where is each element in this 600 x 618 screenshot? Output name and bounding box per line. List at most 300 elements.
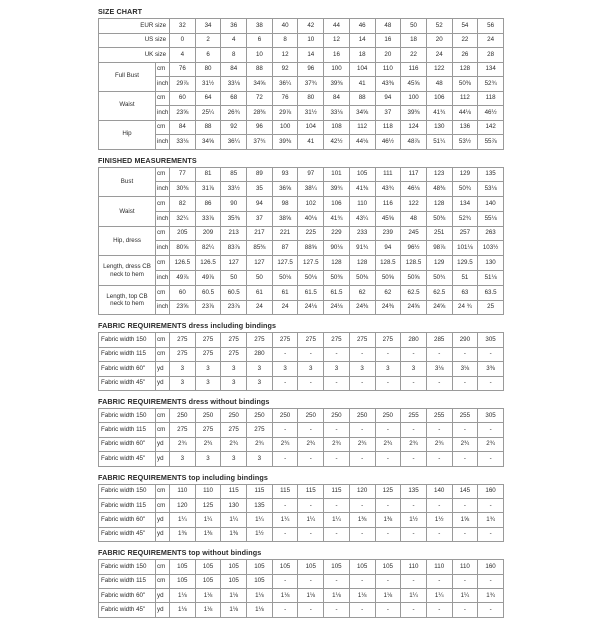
- fabric-amount-cell: 105: [221, 574, 247, 588]
- finished-row: [99, 226, 504, 241]
- finished-cell: 89: [247, 167, 273, 182]
- fabric-amount-cell: 2¾: [221, 437, 247, 451]
- fabric-amount-cell: -: [401, 452, 427, 466]
- finished-cell: 61: [247, 285, 273, 300]
- measurement-cell: 41: [349, 77, 375, 92]
- size-value-cell: 4: [170, 48, 196, 63]
- fabric-amount-cell: 135: [401, 484, 427, 498]
- finished-cell: 24⅜: [349, 300, 375, 315]
- finished-cell: 128: [426, 197, 452, 212]
- fabric-amount-cell: 1¼: [170, 513, 196, 527]
- finished-cell: 60.5: [221, 285, 247, 300]
- finished-cell: 24⅜: [375, 300, 401, 315]
- fabric-amount-cell: 1½: [401, 513, 427, 527]
- measurement-cell: 110: [375, 62, 401, 77]
- fabric-amount-cell: -: [478, 347, 504, 361]
- finished-cell: 88⅝: [298, 241, 324, 256]
- fabric-amount-cell: 3: [221, 376, 247, 390]
- fabric-amount-cell: -: [298, 574, 324, 588]
- fabric-amount-cell: 255: [401, 409, 427, 423]
- finished-cell: 135: [478, 167, 504, 182]
- finished-cell: 86: [195, 197, 221, 212]
- fabric-amount-cell: 250: [375, 409, 401, 423]
- fabric-amount-cell: 275: [298, 333, 324, 347]
- fabric-amount-cell: 2¾: [324, 437, 350, 451]
- fabric-amount-cell: 2¾: [349, 437, 375, 451]
- fabric-amount-cell: 2¾: [452, 437, 478, 451]
- fabric-title-variant: dress including bindings: [186, 321, 277, 331]
- fabric-amount-cell: 1¼: [426, 588, 452, 602]
- finished-cell: 205: [170, 226, 196, 241]
- fabric-amount-cell: -: [298, 347, 324, 361]
- measurement-cell: 130: [426, 120, 452, 135]
- fabric-requirements-title: [98, 396, 503, 408]
- unit-label: yd: [156, 527, 170, 541]
- finished-cell: 103½: [478, 241, 504, 256]
- fabric-amount-cell: 2¾: [401, 437, 427, 451]
- unit-label: inch: [156, 300, 170, 315]
- measurement-row: [99, 106, 504, 121]
- finished-measurements-title: FINISHED MEASUREMENTS: [98, 155, 197, 165]
- fabric-width-label: Fabric width 60": [99, 437, 156, 451]
- finished-cell: 101⅛: [452, 241, 478, 256]
- measurement-cell: 37¾: [247, 135, 273, 150]
- finished-cell: 229: [324, 226, 350, 241]
- finished-cell: 130: [478, 256, 504, 271]
- measurement-cell: 96: [247, 120, 273, 135]
- measurement-cell: 37¾: [298, 77, 324, 92]
- finished-cell: 83⅞: [221, 241, 247, 256]
- finished-cell: 251: [426, 226, 452, 241]
- measurement-row: [99, 91, 504, 106]
- fabric-amount-cell: 250: [298, 409, 324, 423]
- finished-cell: 50¾: [426, 271, 452, 286]
- fabric-amount-cell: -: [401, 574, 427, 588]
- finished-cell: 41¾: [324, 211, 350, 226]
- finished-cell: 101: [324, 167, 350, 182]
- fabric-amount-cell: 110: [170, 484, 196, 498]
- finished-cell: 129.5: [452, 256, 478, 271]
- measurement-cell: 118: [478, 91, 504, 106]
- fabric-amount-cell: 275: [247, 423, 273, 437]
- size-value-cell: 32: [170, 19, 196, 34]
- fabric-amount-cell: 2¾: [375, 437, 401, 451]
- fabric-amount-cell: 275: [170, 423, 196, 437]
- finished-cell: 129: [426, 256, 452, 271]
- finished-cell: 50⅜: [349, 271, 375, 286]
- size-value-cell: 54: [452, 19, 478, 34]
- fabric-amount-cell: 1⅛: [170, 603, 196, 617]
- finished-cell: 110: [349, 197, 375, 212]
- fabric-amount-cell: 160: [478, 560, 504, 574]
- fabric-amount-cell: 2¾: [195, 437, 221, 451]
- fabric-amount-cell: 125: [375, 484, 401, 498]
- fabric-amount-cell: 1⅜: [221, 527, 247, 541]
- unit-label: cm: [156, 62, 170, 77]
- fabric-amount-cell: -: [375, 498, 401, 512]
- fabric-amount-cell: 3: [195, 452, 221, 466]
- fabric-amount-cell: 1¼: [401, 588, 427, 602]
- measurement-cell: 41¾: [426, 106, 452, 121]
- measurement-cell: 100: [272, 120, 298, 135]
- finished-cell: 30⅜: [170, 182, 196, 197]
- unit-label: cm: [156, 560, 170, 574]
- fabric-amount-cell: -: [375, 527, 401, 541]
- finished-measure-label: Length, dress CB neck to hem: [99, 256, 156, 286]
- fabric-amount-cell: -: [375, 452, 401, 466]
- fabric-amount-cell: -: [478, 423, 504, 437]
- measurement-cell: 33⅛: [221, 77, 247, 92]
- measurement-cell: 39⅜: [401, 106, 427, 121]
- fabric-amount-cell: -: [375, 423, 401, 437]
- fabric-amount-cell: 275: [221, 423, 247, 437]
- fabric-amount-cell: -: [375, 603, 401, 617]
- fabric-amount-cell: -: [452, 527, 478, 541]
- fabric-amount-cell: 105: [324, 560, 350, 574]
- size-value-cell: 52: [426, 19, 452, 34]
- measurement-cell: 96: [298, 62, 324, 77]
- fabric-amount-cell: -: [452, 423, 478, 437]
- fabric-amount-cell: 125: [195, 498, 221, 512]
- size-value-cell: 14: [298, 48, 324, 63]
- fabric-amount-cell: 1⅛: [221, 603, 247, 617]
- fabric-amount-cell: -: [478, 376, 504, 390]
- fabric-title-variant: top without bindings: [186, 548, 262, 558]
- fabric-row: [99, 409, 504, 423]
- fabric-amount-cell: -: [349, 452, 375, 466]
- fabric-amount-cell: 275: [195, 423, 221, 437]
- size-chart-page: [98, 6, 503, 618]
- fabric-amount-cell: 105: [170, 560, 196, 574]
- fabric-amount-cell: -: [426, 347, 452, 361]
- finished-cell: 62.5: [426, 285, 452, 300]
- finished-cell: 129: [452, 167, 478, 182]
- unit-label: cm: [156, 120, 170, 135]
- measurement-cell: 31½: [298, 106, 324, 121]
- size-value-cell: 38: [247, 19, 273, 34]
- finished-cell: 98⅞: [426, 241, 452, 256]
- fabric-amount-cell: 3: [221, 452, 247, 466]
- fabric-amount-cell: -: [324, 423, 350, 437]
- fabric-amount-cell: 250: [221, 409, 247, 423]
- finished-cell: 61: [272, 285, 298, 300]
- fabric-requirements-table: [98, 332, 504, 391]
- unit-label: cm: [156, 498, 170, 512]
- fabric-amount-cell: 3: [195, 376, 221, 390]
- measurement-cell: 44⅛: [349, 135, 375, 150]
- fabric-amount-cell: 3: [195, 362, 221, 376]
- size-value-cell: 36: [221, 19, 247, 34]
- finished-cell: 98: [272, 197, 298, 212]
- fabric-amount-cell: 1⅜: [170, 527, 196, 541]
- fabric-amount-cell: 145: [452, 484, 478, 498]
- measurement-row: [99, 62, 504, 77]
- measurement-cell: 36¼: [272, 77, 298, 92]
- finished-cell: 50¾: [452, 182, 478, 197]
- unit-label: inch: [156, 241, 170, 256]
- fabric-amount-cell: 250: [324, 409, 350, 423]
- measurement-cell: 64: [195, 91, 221, 106]
- fabric-amount-cell: 105: [349, 560, 375, 574]
- size-system-label: EUR size: [99, 19, 170, 34]
- finished-cell: 91¾: [349, 241, 375, 256]
- fabric-amount-cell: 110: [452, 560, 478, 574]
- fabric-requirements-table: [98, 484, 504, 543]
- fabric-amount-cell: -: [401, 423, 427, 437]
- fabric-width-label: Fabric width 115: [99, 347, 156, 361]
- fabric-amount-cell: 3: [170, 376, 196, 390]
- fabric-amount-cell: 1⅛: [272, 588, 298, 602]
- unit-label: yd: [156, 452, 170, 466]
- measurement-row: [99, 135, 504, 150]
- measurement-cell: 118: [375, 120, 401, 135]
- fabric-title-bold: FABRIC REQUIREMENTS: [98, 548, 187, 558]
- fabric-amount-cell: -: [298, 376, 324, 390]
- unit-label: inch: [156, 77, 170, 92]
- finished-cell: 123: [426, 167, 452, 182]
- unit-label: cm: [156, 409, 170, 423]
- fabric-amount-cell: -: [401, 376, 427, 390]
- measurement-cell: 76: [272, 91, 298, 106]
- finished-cell: 24: [272, 300, 298, 315]
- measurement-cell: 52¾: [478, 77, 504, 92]
- finished-cell: 38⅝: [272, 211, 298, 226]
- fabric-amount-cell: 255: [452, 409, 478, 423]
- finished-cell: 35⅜: [221, 211, 247, 226]
- fabric-amount-cell: -: [298, 498, 324, 512]
- finished-cell: 106: [324, 197, 350, 212]
- fabric-amount-cell: -: [426, 574, 452, 588]
- fabric-width-label: Fabric width 115: [99, 574, 156, 588]
- fabric-amount-cell: 115: [247, 484, 273, 498]
- finished-cell: 61.5: [298, 285, 324, 300]
- measurement-cell: 29⅞: [170, 77, 196, 92]
- finished-cell: 128.5: [375, 256, 401, 271]
- size-value-cell: 8: [221, 48, 247, 63]
- unit-label: cm: [156, 167, 170, 182]
- finished-cell: 225: [298, 226, 324, 241]
- measurement-cell: 34⅝: [247, 77, 273, 92]
- finished-cell: 48: [401, 211, 427, 226]
- size-value-cell: 18: [401, 33, 427, 48]
- fabric-width-label: Fabric width 150: [99, 409, 156, 423]
- finished-cell: 50: [221, 271, 247, 286]
- fabric-amount-cell: 1¼: [221, 513, 247, 527]
- fabric-amount-cell: -: [349, 347, 375, 361]
- measurement-cell: 76: [170, 62, 196, 77]
- size-value-cell: 42: [298, 19, 324, 34]
- fabric-amount-cell: 3: [170, 362, 196, 376]
- unit-label: cm: [156, 285, 170, 300]
- measurement-cell: 92: [221, 120, 247, 135]
- fabric-title-bold: FABRIC REQUIREMENTS: [98, 472, 187, 482]
- fabric-requirements-title: [98, 320, 503, 332]
- fabric-amount-cell: 3: [247, 362, 273, 376]
- measurement-cell: 33⅛: [324, 106, 350, 121]
- measurement-cell: 48⅞: [401, 135, 427, 150]
- finished-cell: 140: [478, 197, 504, 212]
- fabric-amount-cell: 105: [170, 574, 196, 588]
- measurement-cell: 33⅛: [170, 135, 196, 150]
- fabric-amount-cell: -: [426, 376, 452, 390]
- finished-cell: 126.5: [195, 256, 221, 271]
- fabric-amount-cell: -: [349, 376, 375, 390]
- fabric-amount-cell: 305: [478, 409, 504, 423]
- finished-cell: 25: [478, 300, 504, 315]
- fabric-amount-cell: 1¾: [478, 588, 504, 602]
- measurement-cell: 41: [298, 135, 324, 150]
- fabric-amount-cell: -: [272, 423, 298, 437]
- finished-row: [99, 285, 504, 300]
- fabric-amount-cell: 3: [247, 452, 273, 466]
- finished-cell: 117: [401, 167, 427, 182]
- fabric-row: [99, 574, 504, 588]
- fabric-amount-cell: 3: [349, 362, 375, 376]
- finished-cell: 90⅛: [324, 241, 350, 256]
- fabric-amount-cell: 2¾: [478, 437, 504, 451]
- measurement-cell: 104: [349, 62, 375, 77]
- fabric-title-bold: FABRIC REQUIREMENTS: [98, 397, 187, 407]
- unit-label: cm: [156, 333, 170, 347]
- finished-cell: 24⅛: [298, 300, 324, 315]
- fabric-amount-cell: 3: [375, 362, 401, 376]
- measurement-cell: 28⅜: [247, 106, 273, 121]
- fabric-amount-cell: 275: [324, 333, 350, 347]
- measurement-label: Hip: [99, 120, 156, 149]
- fabric-amount-cell: 1½: [426, 513, 452, 527]
- finished-cell: 45⅝: [375, 211, 401, 226]
- fabric-amount-cell: 1¼: [272, 513, 298, 527]
- fabric-amount-cell: 1¾: [478, 513, 504, 527]
- fabric-amount-cell: 1⅛: [221, 588, 247, 602]
- finished-row: [99, 271, 504, 286]
- fabric-amount-cell: 3: [221, 362, 247, 376]
- measurement-cell: 31½: [195, 77, 221, 92]
- finished-cell: 245: [401, 226, 427, 241]
- finished-cell: 127.5: [298, 256, 324, 271]
- finished-cell: 128: [324, 256, 350, 271]
- fabric-amount-cell: -: [272, 347, 298, 361]
- finished-cell: 36⅝: [272, 182, 298, 197]
- finished-cell: 38¼: [298, 182, 324, 197]
- size-value-cell: 14: [349, 33, 375, 48]
- size-value-cell: 46: [349, 19, 375, 34]
- fabric-amount-cell: 135: [247, 498, 273, 512]
- finished-measurements-table: [98, 167, 504, 316]
- fabric-amount-cell: 250: [247, 409, 273, 423]
- finished-cell: 82¼: [195, 241, 221, 256]
- fabric-amount-cell: 1¼: [452, 588, 478, 602]
- finished-cell: 82: [170, 197, 196, 212]
- fabric-amount-cell: -: [478, 452, 504, 466]
- size-header-row: [99, 48, 504, 63]
- measurement-cell: 39⅜: [272, 135, 298, 150]
- size-value-cell: 16: [324, 48, 350, 63]
- fabric-amount-cell: -: [298, 452, 324, 466]
- fabric-width-label: Fabric width 150: [99, 484, 156, 498]
- fabric-amount-cell: 1⅛: [170, 588, 196, 602]
- fabric-amount-cell: 120: [349, 484, 375, 498]
- finished-cell: 50⅝: [401, 271, 427, 286]
- finished-cell: 60: [170, 285, 196, 300]
- finished-cell: 263: [478, 226, 504, 241]
- finished-cell: 134: [452, 197, 478, 212]
- fabric-amount-cell: 275: [195, 347, 221, 361]
- finished-cell: 24 ¾: [452, 300, 478, 315]
- fabric-amount-cell: 250: [349, 409, 375, 423]
- finished-cell: 213: [221, 226, 247, 241]
- fabric-width-label: Fabric width 115: [99, 423, 156, 437]
- finished-cell: 23⅝: [170, 300, 196, 315]
- size-system-label: US size: [99, 33, 170, 48]
- finished-cell: 128.5: [401, 256, 427, 271]
- finished-cell: 23⅞: [195, 300, 221, 315]
- fabric-amount-cell: 115: [298, 484, 324, 498]
- finished-cell: 85⅜: [247, 241, 273, 256]
- finished-cell: 24⅛: [324, 300, 350, 315]
- fabric-width-label: Fabric width 60": [99, 362, 156, 376]
- finished-cell: 221: [272, 226, 298, 241]
- finished-cell: 53⅛: [478, 182, 504, 197]
- fabric-amount-cell: 275: [221, 347, 247, 361]
- fabric-amount-cell: 1⅛: [324, 588, 350, 602]
- finished-cell: 35: [247, 182, 273, 197]
- fabric-row: [99, 376, 504, 390]
- fabric-amount-cell: 2¾: [247, 437, 273, 451]
- finished-row: [99, 182, 504, 197]
- size-value-cell: 22: [452, 33, 478, 48]
- fabric-amount-cell: 1¼: [195, 513, 221, 527]
- size-value-cell: 20: [375, 48, 401, 63]
- fabric-row: [99, 588, 504, 602]
- size-value-cell: 20: [426, 33, 452, 48]
- fabric-amount-cell: 115: [324, 484, 350, 498]
- fabric-row: [99, 437, 504, 451]
- unit-label: yd: [156, 376, 170, 390]
- fabric-amount-cell: -: [452, 452, 478, 466]
- finished-cell: 33⅞: [195, 211, 221, 226]
- fabric-amount-cell: 280: [247, 347, 273, 361]
- fabric-amount-cell: 3: [401, 362, 427, 376]
- size-header-row: [99, 19, 504, 34]
- measurement-cell: 50⅜: [452, 77, 478, 92]
- fabric-amount-cell: -: [452, 376, 478, 390]
- fabric-amount-cell: 2¾: [298, 437, 324, 451]
- unit-label: inch: [156, 182, 170, 197]
- fabric-width-label: Fabric width 115: [99, 498, 156, 512]
- fabric-amount-cell: 275: [349, 333, 375, 347]
- finished-cell: 217: [247, 226, 273, 241]
- finished-cell: 32¼: [170, 211, 196, 226]
- fabric-amount-cell: 275: [272, 333, 298, 347]
- finished-cell: 94: [375, 241, 401, 256]
- fabric-amount-cell: 1¼: [324, 513, 350, 527]
- fabric-amount-cell: -: [349, 498, 375, 512]
- measurement-cell: 136: [452, 120, 478, 135]
- fabric-amount-cell: -: [452, 574, 478, 588]
- finished-cell: 51⅛: [478, 271, 504, 286]
- finished-cell: 94: [247, 197, 273, 212]
- finished-cell: 51: [452, 271, 478, 286]
- fabric-amount-cell: 110: [401, 560, 427, 574]
- finished-cell: 122: [401, 197, 427, 212]
- fabric-amount-cell: -: [272, 498, 298, 512]
- fabric-amount-cell: -: [426, 423, 452, 437]
- measurement-cell: 51¼: [426, 135, 452, 150]
- finished-cell: 50⅛: [298, 271, 324, 286]
- fabric-amount-cell: -: [349, 603, 375, 617]
- fabric-title-bold: FABRIC REQUIREMENTS: [98, 321, 187, 331]
